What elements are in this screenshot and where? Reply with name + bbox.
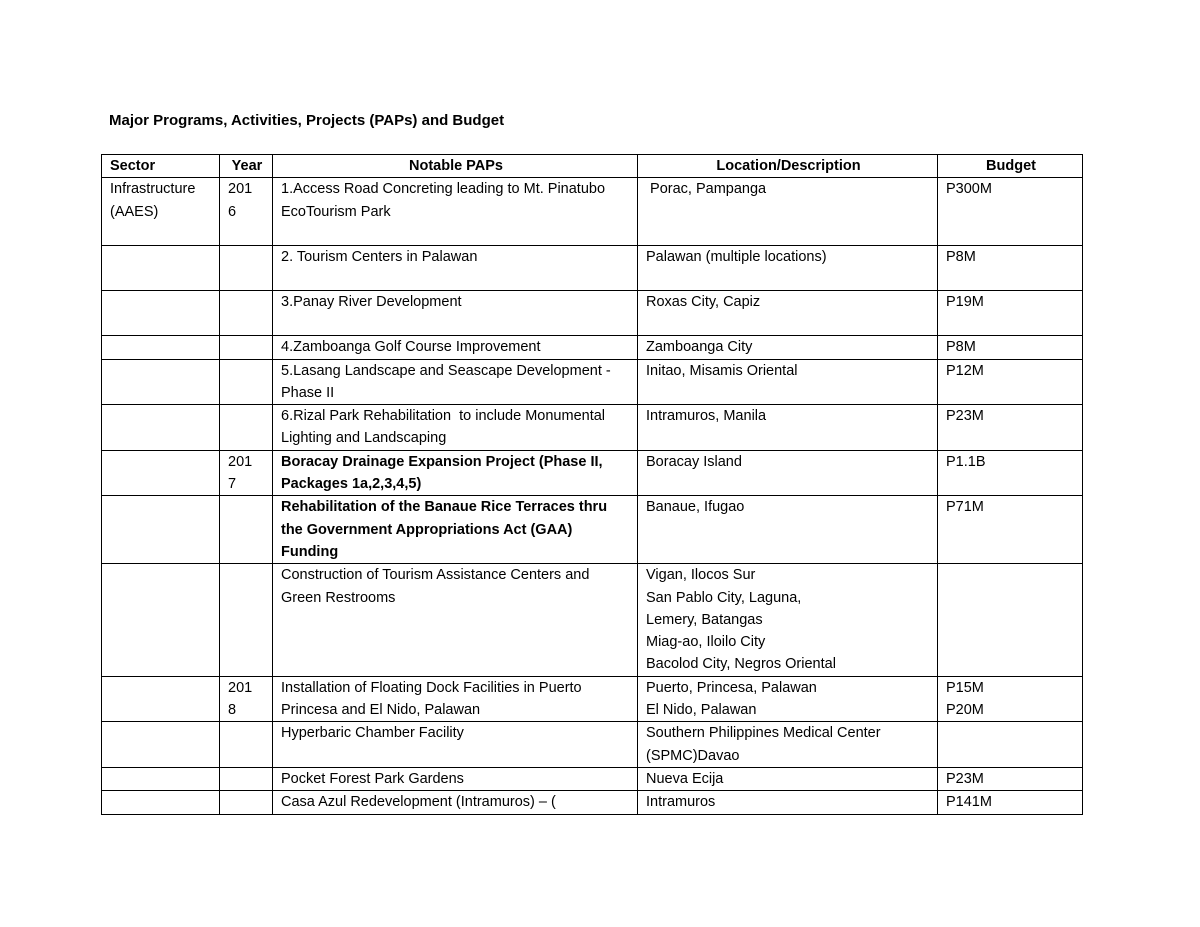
cell-budget <box>938 359 1083 405</box>
pap-text: Construction of Tourism Assistance Centers and Green Restrooms <box>281 567 590 606</box>
location-line: Lemery, Batangas <box>646 611 763 628</box>
budget-text: P23M <box>946 770 984 787</box>
cell-sector <box>102 564 220 676</box>
table-row <box>102 767 1083 790</box>
cell-budget <box>938 246 1083 291</box>
cell-budget <box>938 336 1083 359</box>
header-location: Location/Description <box>638 155 938 178</box>
budget-text: P19M <box>946 294 984 311</box>
table-row <box>102 291 1083 336</box>
table-row <box>102 405 1083 451</box>
cell-location <box>638 359 938 405</box>
cell-year <box>220 178 273 246</box>
cell-pap <box>273 676 638 722</box>
cell-location <box>638 676 938 722</box>
budget-text: P1.1B <box>946 453 986 470</box>
cell-budget <box>938 722 1083 768</box>
table-row <box>102 791 1083 814</box>
cell-year <box>220 450 273 496</box>
cell-location <box>638 496 938 564</box>
table-row <box>102 336 1083 359</box>
pap-text: Boracay Drainage Expansion Project (Phase II, Packages 1a,2,3,4,5) <box>281 453 603 493</box>
header-notable-paps: Notable PAPs <box>273 155 638 178</box>
budget-line: P20M <box>946 702 984 719</box>
pap-text: Rehabilitation of the Banaue Rice Terraces thru the Government Appropriations Act (GAA) Funding <box>281 499 608 560</box>
table-row <box>102 496 1083 564</box>
cell-budget <box>938 450 1083 496</box>
table-row <box>102 359 1083 405</box>
cell-year <box>220 722 273 768</box>
table-row <box>102 676 1083 722</box>
cell-sector <box>102 178 220 246</box>
year-text: 2017 <box>228 453 253 493</box>
table-header-row <box>102 155 1083 178</box>
cell-sector <box>102 450 220 496</box>
cell-budget <box>938 791 1083 814</box>
cell-pap <box>273 722 638 768</box>
header-budget: Budget <box>938 155 1083 178</box>
location-line: Vigan, Ilocos Sur <box>646 567 756 584</box>
pap-text: Installation of Floating Dock Facilities in Puerto Princesa and El Nido, Palawan <box>281 679 582 719</box>
cell-sector <box>102 405 220 451</box>
pap-text: Pocket Forest Park Gardens <box>281 770 464 787</box>
budget-text: P8M <box>946 249 976 266</box>
pap-text: 3.Panay River Development <box>281 294 462 311</box>
pap-text: Hyperbaric Chamber Facility <box>281 725 464 742</box>
cell-sector <box>102 791 220 814</box>
budget-text: P8M <box>946 339 976 356</box>
location-line: Bacolod City, Negros Oriental <box>646 656 836 673</box>
cell-year <box>220 246 273 291</box>
cell-year <box>220 767 273 790</box>
location-line: San Pablo City, Laguna, <box>646 589 802 606</box>
header-year: Year <box>220 155 273 178</box>
cell-sector <box>102 496 220 564</box>
cell-location <box>638 246 938 291</box>
pap-text: 6.Rizal Park Rehabilitation to include Monumental Lighting and Landscaping <box>281 408 610 447</box>
budget-text: P12M <box>946 362 984 379</box>
location-text: Intramuros <box>646 794 716 811</box>
cell-year <box>220 496 273 564</box>
cell-pap <box>273 359 638 405</box>
cell-pap <box>273 291 638 336</box>
budget-text: P23M <box>946 408 984 425</box>
table-row <box>102 246 1083 291</box>
pap-text: 2. Tourism Centers in Palawan <box>281 249 478 266</box>
cell-budget <box>938 564 1083 676</box>
cell-pap <box>273 405 638 451</box>
cell-year <box>220 676 273 722</box>
location-text: Porac, Pampanga <box>646 181 767 198</box>
budget-text: P141M <box>946 794 992 811</box>
cell-sector <box>102 359 220 405</box>
location-line: Puerto, Princesa, Palawan <box>646 679 817 696</box>
budget-line: P15M <box>946 679 984 696</box>
cell-pap <box>273 564 638 676</box>
location-text: Palawan (multiple locations) <box>646 249 827 266</box>
cell-pap <box>273 246 638 291</box>
location-line: Southern Philippines Medical Center <box>646 725 881 742</box>
cell-pap <box>273 178 638 246</box>
pap-text: Casa Azul Redevelopment (Intramuros) – ( <box>281 794 556 811</box>
cell-budget <box>938 291 1083 336</box>
cell-year <box>220 359 273 405</box>
cell-budget <box>938 496 1083 564</box>
table-row <box>102 450 1083 496</box>
cell-sector <box>102 676 220 722</box>
location-text: Roxas City, Capiz <box>646 294 761 311</box>
cell-pap <box>273 336 638 359</box>
location-line: (SPMC)Davao <box>646 747 740 764</box>
year-text: 2018 <box>228 679 253 719</box>
cell-location <box>638 767 938 790</box>
location-text: Boracay Island <box>646 453 742 470</box>
cell-location <box>638 405 938 451</box>
cell-pap <box>273 496 638 564</box>
paps-budget-table <box>101 154 1083 815</box>
cell-location <box>638 450 938 496</box>
location-line: El Nido, Palawan <box>646 702 757 719</box>
location-line: Miag-ao, Iloilo City <box>646 634 766 651</box>
cell-location <box>638 722 938 768</box>
cell-location <box>638 336 938 359</box>
table-row <box>102 178 1083 246</box>
sector-text: Infrastructure (AAES) <box>110 181 196 220</box>
cell-year <box>220 791 273 814</box>
pap-text: 1.Access Road Concreting leading to Mt. Pinatubo EcoTourism Park <box>281 181 606 220</box>
cell-location <box>638 291 938 336</box>
cell-sector <box>102 246 220 291</box>
year-text: 2016 <box>228 181 253 220</box>
cell-year <box>220 405 273 451</box>
cell-year <box>220 336 273 359</box>
table-row <box>102 564 1083 676</box>
page-title: Major Programs, Activities, Projects (PAPs) and Budget <box>109 112 505 129</box>
location-text: Nueva Ecija <box>646 770 724 787</box>
location-text: Banaue, Ifugao <box>646 499 745 516</box>
location-text: Initao, Misamis Oriental <box>646 362 798 379</box>
location-text: Intramuros, Manila <box>646 408 767 425</box>
cell-sector <box>102 291 220 336</box>
pap-text: 5.Lasang Landscape and Seascape Development - Phase II <box>281 362 611 401</box>
cell-sector <box>102 767 220 790</box>
cell-budget <box>938 178 1083 246</box>
pap-text: 4.Zamboanga Golf Course Improvement <box>281 339 541 356</box>
cell-pap <box>273 767 638 790</box>
cell-sector <box>102 336 220 359</box>
table-row <box>102 722 1083 768</box>
cell-pap <box>273 450 638 496</box>
cell-year <box>220 564 273 676</box>
cell-budget <box>938 767 1083 790</box>
cell-budget <box>938 405 1083 451</box>
budget-text: P71M <box>946 499 984 516</box>
cell-sector <box>102 722 220 768</box>
cell-location <box>638 791 938 814</box>
cell-pap <box>273 791 638 814</box>
cell-location <box>638 564 938 676</box>
cell-year <box>220 291 273 336</box>
budget-text: P300M <box>946 181 992 198</box>
header-sector: Sector <box>102 155 220 178</box>
cell-budget <box>938 676 1083 722</box>
location-text: Zamboanga City <box>646 339 753 356</box>
cell-location <box>638 178 938 246</box>
